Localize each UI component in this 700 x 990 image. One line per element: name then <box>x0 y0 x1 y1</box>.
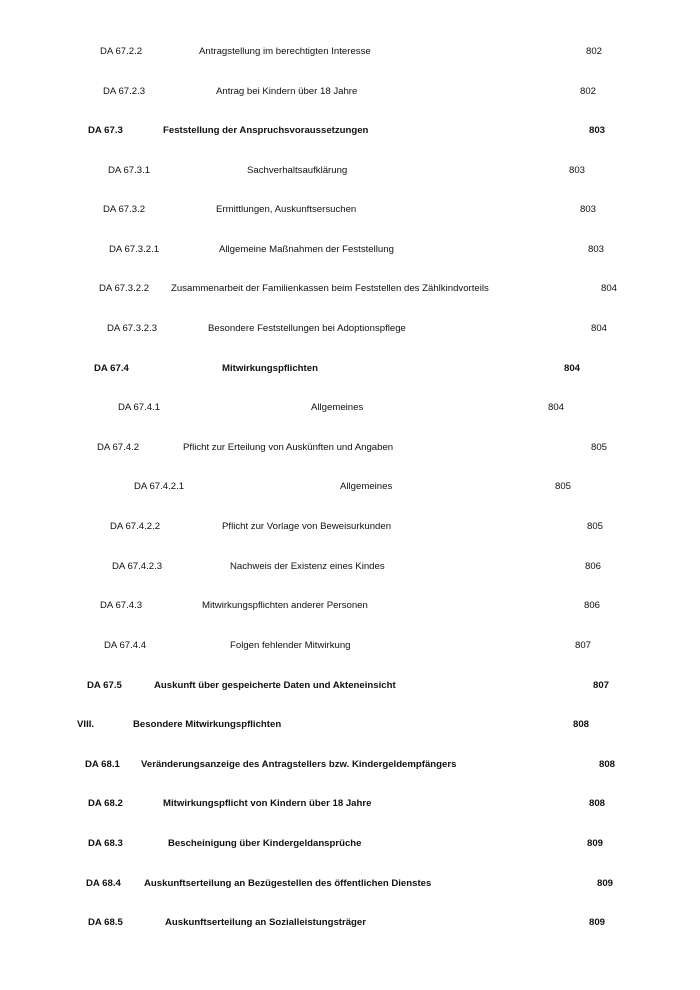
toc-entry <box>0 42 700 62</box>
toc-entry <box>0 319 700 339</box>
section-number: DA 67.3.2 <box>103 204 146 215</box>
section-number: DA 67.4.3 <box>100 600 143 611</box>
section-number: DA 67.4.2.3 <box>112 561 163 572</box>
section-number: DA 68.2 <box>88 798 123 809</box>
section-number: DA 67.4.2 <box>97 442 140 453</box>
page-number: 803 <box>588 244 605 255</box>
section-number: DA 67.3.2.1 <box>109 244 160 255</box>
page-number: 803 <box>569 165 586 176</box>
section-number: DA 67.3 <box>88 125 123 136</box>
section-title: Mitwirkungspflichten <box>222 363 318 374</box>
section-number: DA 67.4 <box>94 363 129 374</box>
toc-entry <box>0 676 700 696</box>
toc-entry <box>0 200 700 220</box>
toc-entry <box>0 121 700 141</box>
page-number: 805 <box>555 481 572 492</box>
page-number: 805 <box>591 442 608 453</box>
section-number: DA 67.2.3 <box>103 86 146 97</box>
section-title: Allgemeine Maßnahmen der Feststellung <box>219 244 394 255</box>
toc-entry <box>0 874 700 894</box>
toc-entry <box>0 596 700 616</box>
section-number: DA 68.3 <box>88 838 123 849</box>
section-number: VIII. <box>77 719 95 730</box>
toc-entry <box>0 82 700 102</box>
toc-entry <box>0 279 700 299</box>
section-title: Auskunftserteilung an Bezügestellen des öffentlichen Dienstes <box>144 878 432 889</box>
page-number: 804 <box>601 283 618 294</box>
page-number: 808 <box>589 798 606 809</box>
section-number: DA 67.4.4 <box>104 640 147 651</box>
page-number: 809 <box>587 838 604 849</box>
page-number: 802 <box>580 86 597 97</box>
page-number: 804 <box>548 402 565 413</box>
section-title: Pflicht zur Vorlage von Beweisurkunden <box>222 521 392 532</box>
section-title: Feststellung der Anspruchsvoraussetzungen <box>163 125 369 136</box>
page-number: 809 <box>597 878 614 889</box>
toc-entry <box>0 161 700 181</box>
page-number: 809 <box>589 917 606 928</box>
toc-entry <box>0 636 700 656</box>
section-title: Mitwirkungspflichten anderer Personen <box>202 600 368 611</box>
section-title: Allgemeines <box>311 402 364 413</box>
page-number: 806 <box>584 600 601 611</box>
toc-entry <box>0 913 700 933</box>
section-title: Besondere Mitwirkungspflichten <box>133 719 282 730</box>
section-title: Folgen fehlender Mitwirkung <box>230 640 351 651</box>
page-number: 808 <box>599 759 616 770</box>
section-number: DA 68.1 <box>85 759 120 770</box>
section-title: Ermittlungen, Auskunftsersuchen <box>216 204 357 215</box>
section-title: Zusammenarbeit der Familienkassen beim Feststellen des Zählkindvorteils <box>171 283 489 294</box>
page-number: 807 <box>575 640 592 651</box>
section-number: DA 67.4.2.2 <box>110 521 161 532</box>
page-number: 807 <box>593 680 610 691</box>
section-number: DA 68.4 <box>86 878 121 889</box>
page-number: 804 <box>591 323 608 334</box>
toc-entry <box>0 398 700 418</box>
section-title: Nachweis der Existenz eines Kindes <box>230 561 385 572</box>
section-number: DA 67.3.2.2 <box>99 283 150 294</box>
section-title: Allgemeines <box>340 481 393 492</box>
section-title: Sachverhaltsaufklärung <box>247 165 348 176</box>
page-number: 804 <box>564 363 581 374</box>
page-number: 805 <box>587 521 604 532</box>
page-number: 803 <box>589 125 606 136</box>
toc-entry <box>0 359 700 379</box>
toc-entry <box>0 794 700 814</box>
toc-entry <box>0 557 700 577</box>
section-number: DA 68.5 <box>88 917 123 928</box>
section-number: DA 67.2.2 <box>100 46 143 57</box>
toc-entry <box>0 477 700 497</box>
toc-entry <box>0 834 700 854</box>
toc-entry <box>0 438 700 458</box>
section-title: Antrag bei Kindern über 18 Jahre <box>216 86 358 97</box>
section-title: Veränderungsanzeige des Antragstellers bzw. Kindergeldempfängers <box>141 759 457 770</box>
page-number: 803 <box>580 204 597 215</box>
toc-entry <box>0 240 700 260</box>
section-title: Pflicht zur Erteilung von Auskünften und Angaben <box>183 442 394 453</box>
section-title: Besondere Feststellungen bei Adoptionspflege <box>208 323 406 334</box>
section-title: Antragstellung im berechtigten Interesse <box>199 46 371 57</box>
section-number: DA 67.4.2.1 <box>134 481 185 492</box>
section-number: DA 67.4.1 <box>118 402 161 413</box>
page-number: 802 <box>586 46 603 57</box>
page-number: 806 <box>585 561 602 572</box>
toc-entry <box>0 517 700 537</box>
section-number: DA 67.3.1 <box>108 165 151 176</box>
section-number: DA 67.5 <box>87 680 122 691</box>
toc-entry <box>0 715 700 735</box>
section-title: Bescheinigung über Kindergeldansprüche <box>168 838 362 849</box>
page-number: 808 <box>573 719 590 730</box>
section-number: DA 67.3.2.3 <box>107 323 158 334</box>
toc-entry <box>0 755 700 775</box>
section-title: Auskunft über gespeicherte Daten und Akteneinsicht <box>154 680 396 691</box>
section-title: Mitwirkungspflicht von Kindern über 18 Jahre <box>163 798 372 809</box>
section-title: Auskunftserteilung an Sozialleistungsträger <box>165 917 366 928</box>
